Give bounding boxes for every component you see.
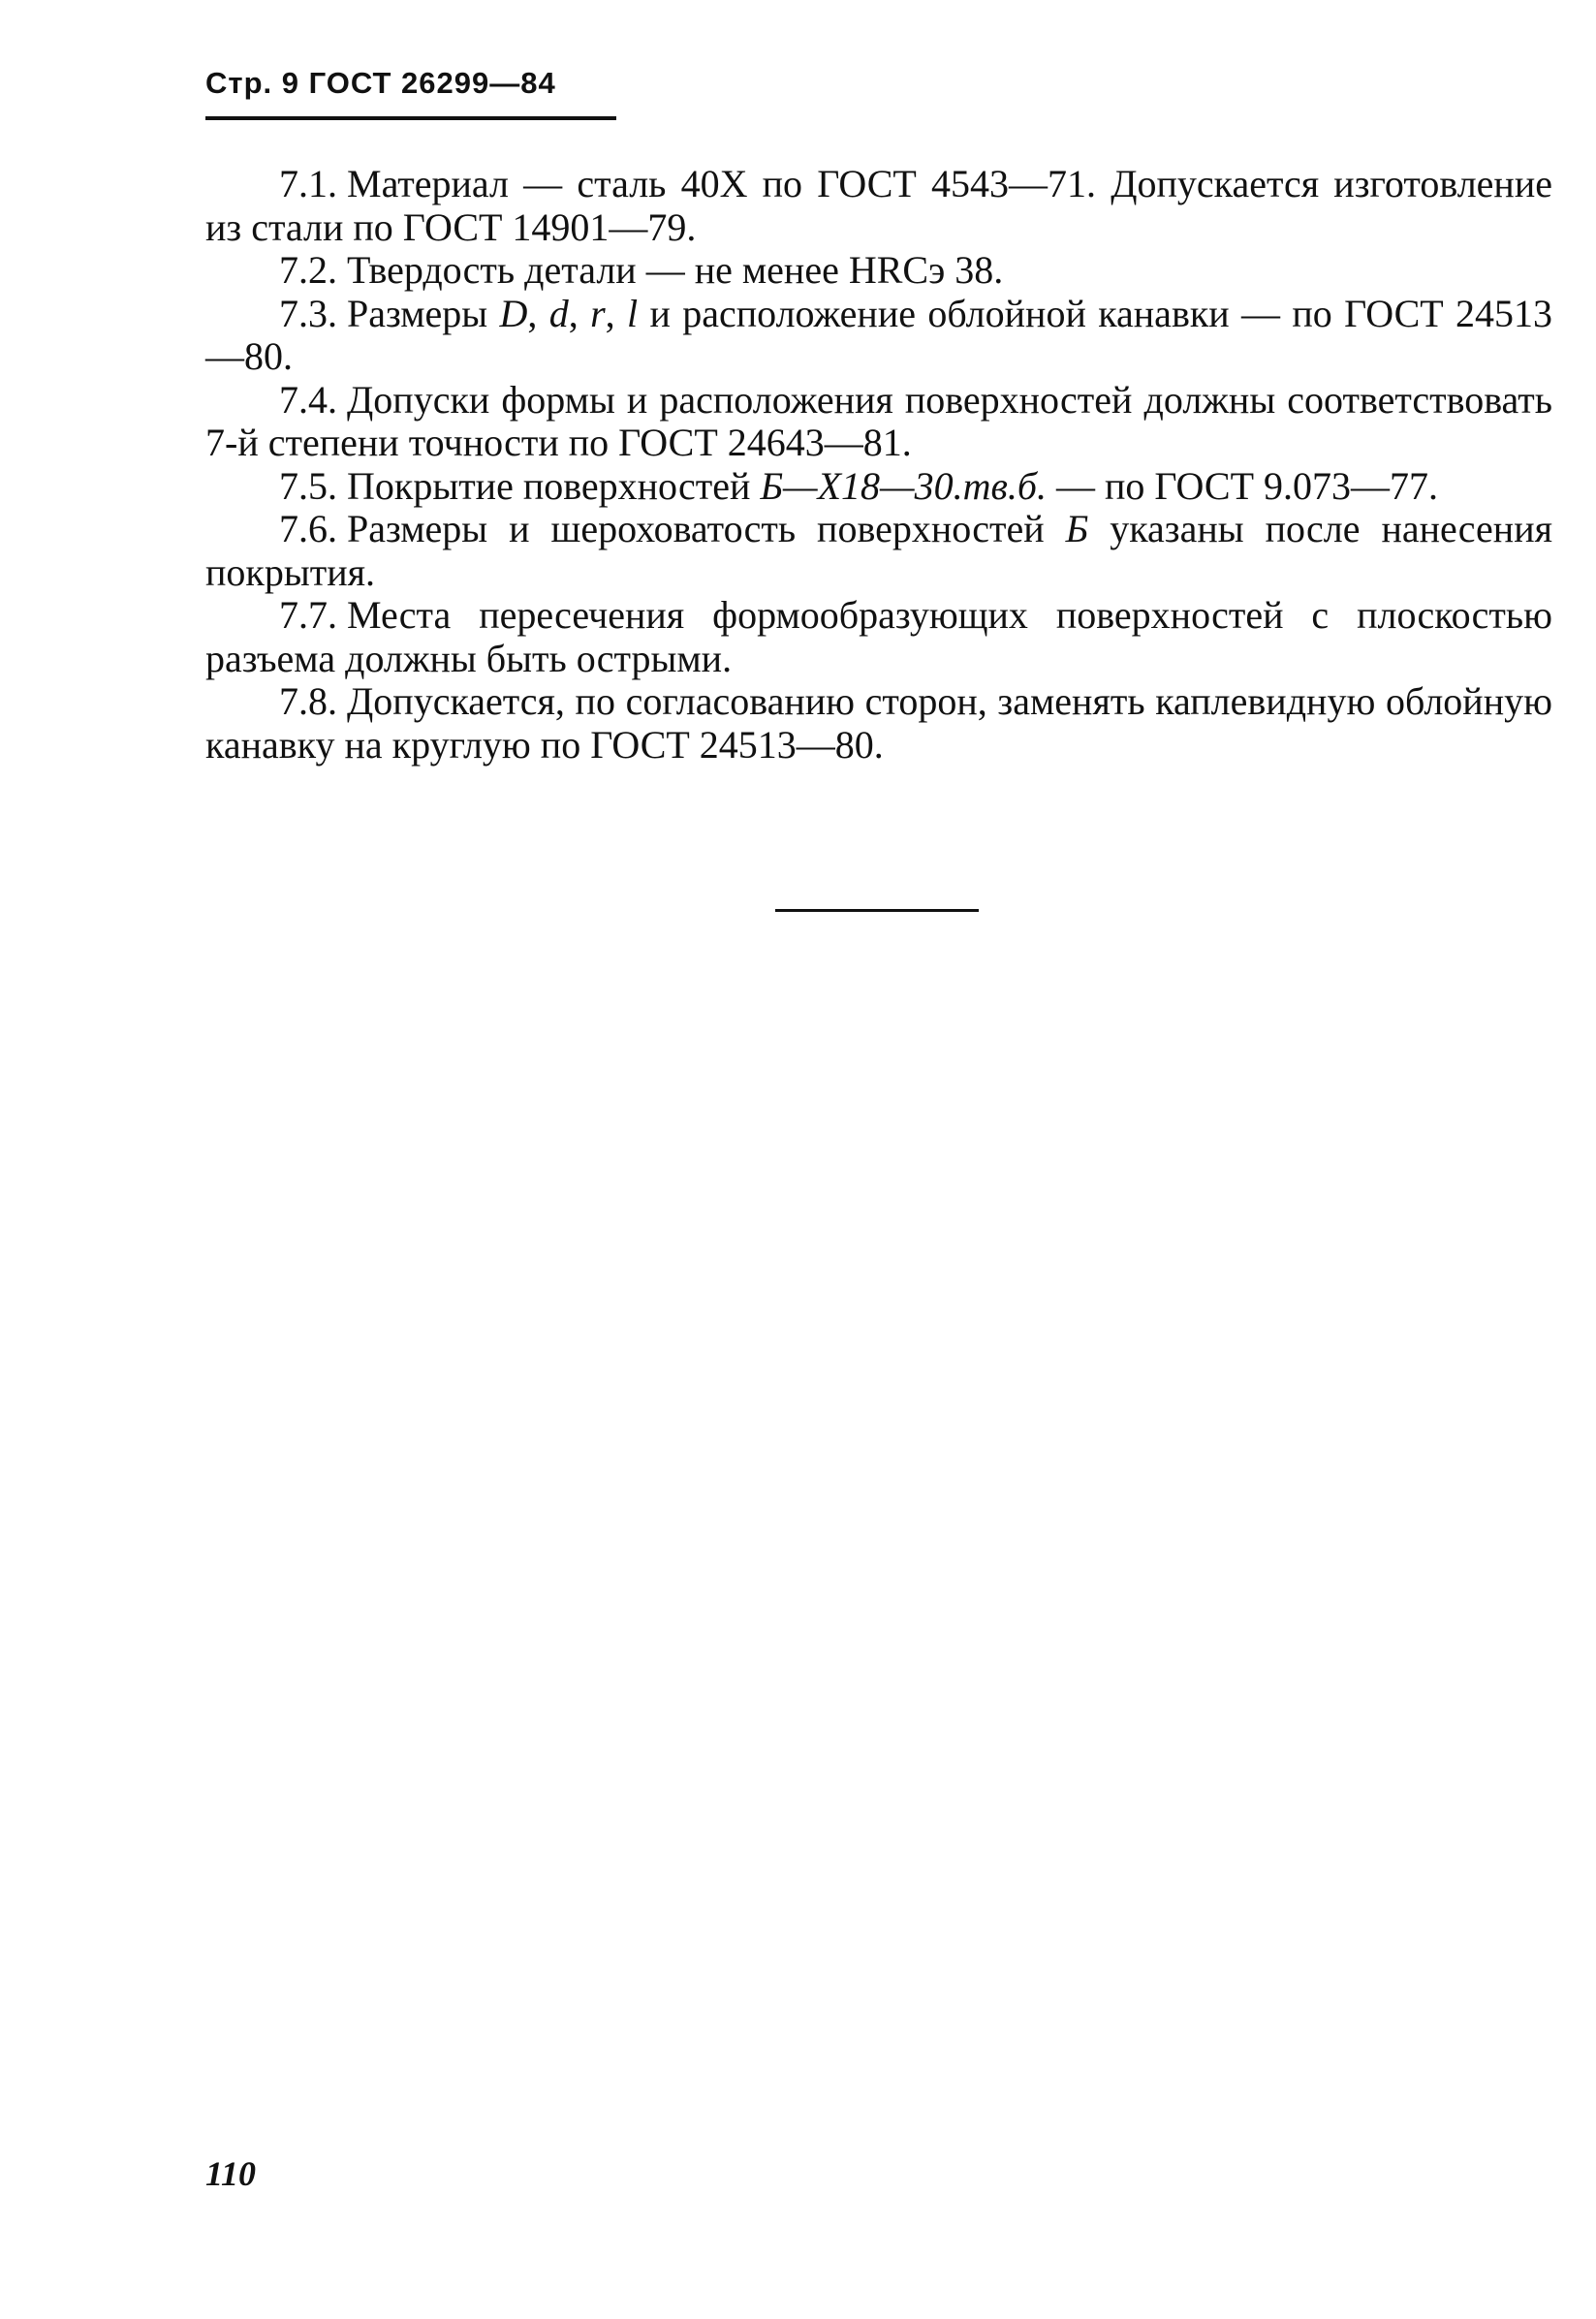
paragraph-7-1 xyxy=(205,163,1552,249)
paragraph-text: Размеры xyxy=(347,291,500,335)
paragraph-text: Твердость детали — не менее HRCэ 38. xyxy=(347,248,1004,292)
paragraph-number: 7.5. xyxy=(279,463,337,508)
paragraph-number: 7.2. xyxy=(279,248,337,292)
paragraph-7-7 xyxy=(205,594,1552,680)
paragraph-text: Покрытие поверхностей xyxy=(347,463,761,508)
surface-label: Б xyxy=(1065,507,1089,550)
paragraph-number: 7.3. xyxy=(279,291,337,335)
var-l: l xyxy=(627,291,639,335)
paragraph-text: Допуски формы и расположения поверхностей должны соответствовать 7-й степени точности по ГОСТ 24643—81. xyxy=(205,377,1552,464)
running-header xyxy=(205,66,556,101)
coating-designation: Б—Х18—30.тв.б. xyxy=(760,463,1047,508)
paragraph-7-4 xyxy=(205,379,1552,465)
paragraph-text: и расположение облойной канавки — по ГОСТ 24513—80. xyxy=(205,291,1553,378)
document-body xyxy=(205,163,1552,767)
paragraph-text: указаны после нанесения покрытия. xyxy=(205,507,1553,594)
paragraph-number: 7.4. xyxy=(279,377,337,422)
section-end-rule xyxy=(775,909,979,912)
header-standard: ГОСТ 26299—84 xyxy=(308,66,556,100)
paragraph-7-5 xyxy=(205,465,1552,509)
paragraph-text: — по ГОСТ 9.073—77. xyxy=(1046,463,1439,508)
var-d-upper: D xyxy=(499,291,528,335)
paragraph-text: Материал — сталь 40Х по ГОСТ 4543—71. Допускается изготовление из стали по ГОСТ 14901—79. xyxy=(205,162,1552,249)
var-r: r xyxy=(590,291,606,335)
var-d-lower: d xyxy=(548,291,569,335)
paragraph-number: 7.1. xyxy=(279,162,337,205)
paragraph-text: Размеры и шероховатость поверхностей xyxy=(347,507,1066,550)
paragraph-7-3: 7.3. Размеры D, d, r, l и расположение облойной канавки — по ГОСТ 24513—80. xyxy=(205,291,1553,378)
paragraph-7-8 xyxy=(205,680,1552,767)
paragraph-7-2 xyxy=(205,249,1552,293)
paragraph-text: Места пересечения формообразующих поверхностей с плоскостью разъема должны быть острыми. xyxy=(205,593,1552,680)
paragraph-number: 7.6. xyxy=(279,507,337,550)
page-number: 110 xyxy=(205,2154,257,2193)
paragraph-text: Допускается, по согласованию сторон, заменять каплевидную облойную канавку на круглую по ГОСТ 24513—80. xyxy=(205,679,1552,767)
paragraph-number: 7.8. xyxy=(279,679,337,723)
paragraph-7-6 xyxy=(205,508,1552,594)
paragraph-number: 7.7. xyxy=(279,593,337,637)
header-rule xyxy=(205,116,616,120)
header-page-label: Стр. 9 xyxy=(205,66,299,100)
